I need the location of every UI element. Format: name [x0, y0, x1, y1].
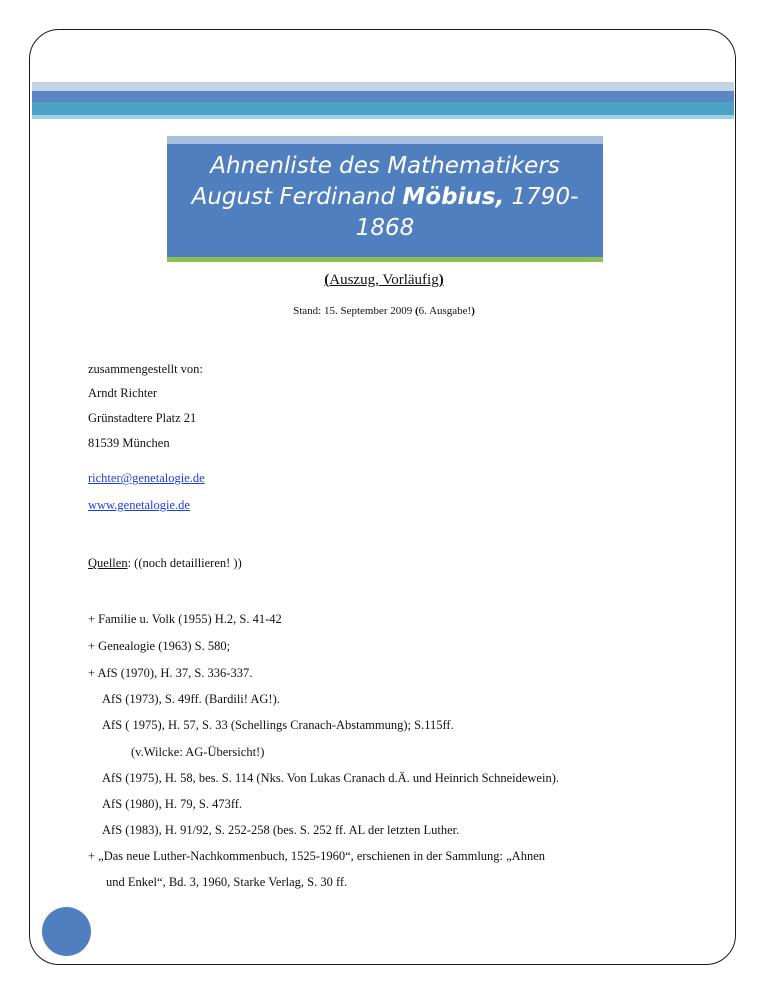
compiler-city: 81539 München [88, 436, 170, 450]
title-surname: Möbius, [402, 184, 505, 210]
edition-date [0, 305, 768, 317]
edition-date-text: Stand: 15. September 2009 [293, 305, 415, 317]
sources-heading [88, 556, 242, 571]
compiler-name: Arndt Richter [88, 386, 158, 400]
header-band [32, 115, 734, 119]
compiler-label: zusammengestellt von: [88, 362, 203, 376]
edition-close-paren: ) [471, 305, 475, 317]
source-item: (v.Wilcke: AG-Übersicht!) [131, 745, 265, 759]
title-line-2-prefix: August Ferdinand [191, 184, 403, 210]
source-item: + AfS (1970), H. 37, S. 336-337. [88, 666, 253, 680]
decorative-circle [42, 907, 91, 956]
subtitle-text: Auszug, Vorläufig [329, 272, 439, 288]
compiler-street: Grünstadtere Platz 21 [88, 411, 197, 425]
title-line-1: Ahnenliste des Mathematikers [210, 153, 560, 179]
sources-label: Quellen [88, 556, 128, 570]
document-title [167, 144, 603, 257]
title-box-bottom-border [167, 257, 603, 262]
source-item: AfS (1973), S. 49ff. (Bardili! AG!). [102, 692, 280, 706]
source-item: + Genealogie (1963) S. 580; [88, 639, 231, 653]
edition-open-paren: ( [415, 305, 419, 317]
source-item: AfS (1980), H. 79, S. 473ff. [102, 797, 243, 811]
source-item: AfS (1975), H. 58, bes. S. 114 (Nks. Von Lukas Cranach d.Ä. und Heinrich Schneidewein). [102, 771, 559, 785]
header-band [32, 91, 734, 102]
subtitle [0, 272, 768, 289]
subtitle-close-paren: ) [438, 272, 444, 288]
header-band [32, 102, 734, 115]
source-item: AfS (1983), H. 91/92, S. 252-258 (bes. S. 252 ff. AL der letzten Luther. [102, 823, 460, 837]
source-item: und Enkel“, Bd. 3, 1960, Starke Verlag, S. 30 ff. [106, 875, 348, 889]
source-item: + „Das neue Luther-Nachkommenbuch, 1525-1960“, erschienen in der Sammlung: „Ahnen [88, 849, 546, 863]
title-box-top-border [167, 136, 603, 144]
source-item: AfS ( 1975), H. 57, S. 33 (Schellings Cranach-Abstammung); S.115ff. [102, 718, 454, 732]
subtitle-open-paren: ( [324, 272, 330, 288]
header-band [32, 82, 734, 91]
title-line-3: 1868 [355, 215, 415, 241]
source-item: + Familie u. Volk (1955) H.2, S. 41-42 [88, 612, 282, 626]
website-link[interactable]: www.genetalogie.de [88, 498, 190, 512]
title-line-2 [167, 182, 603, 213]
email-link[interactable]: richter@genetalogie.de [88, 471, 205, 485]
sources-note: : ((noch detaillieren! )) [127, 556, 242, 570]
edition-number: 6. Ausgabe! [418, 305, 472, 317]
title-line-2-suffix: 1790- [504, 184, 579, 210]
